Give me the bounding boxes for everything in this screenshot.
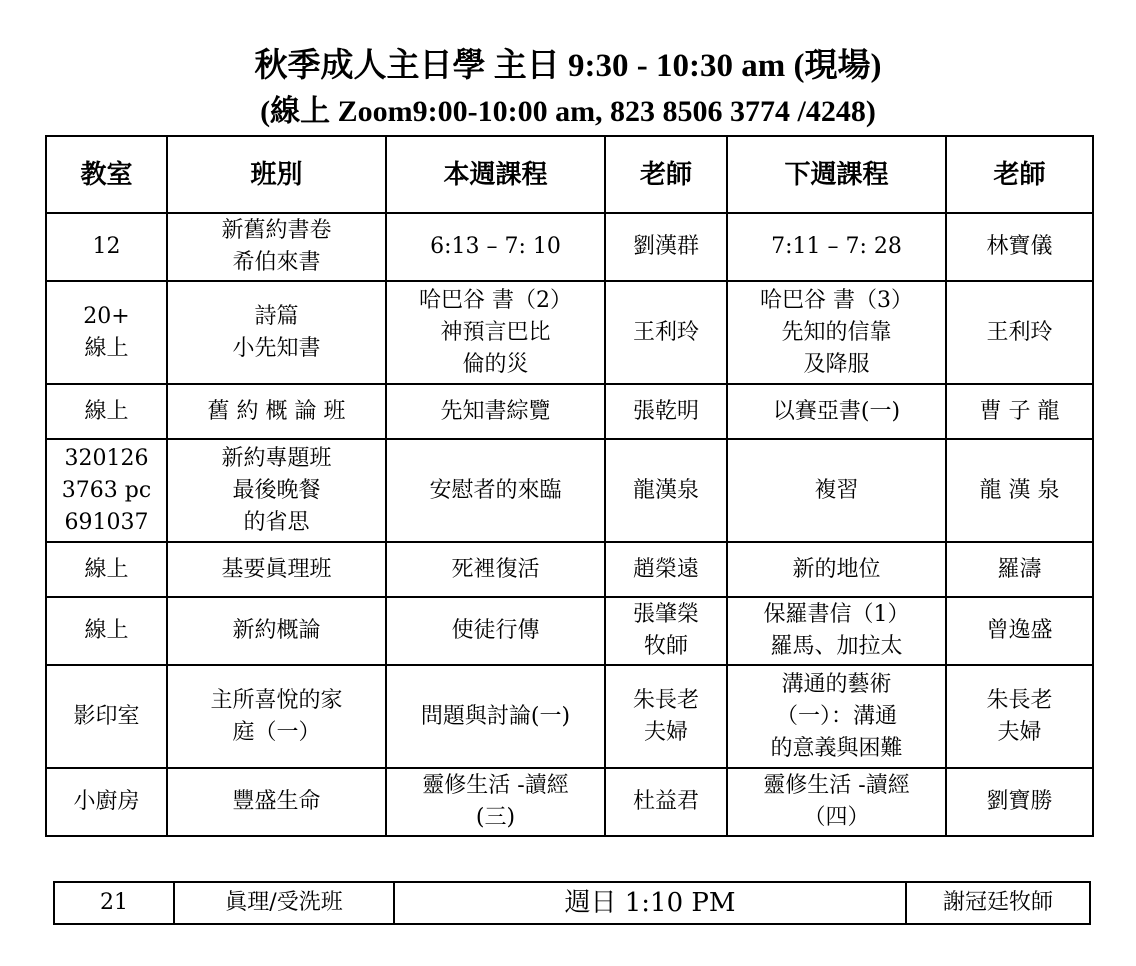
next-week-cell (727, 665, 946, 768)
cell-line: 杜益君 (632, 789, 699, 814)
class-cell (167, 384, 386, 439)
cell-line: 線上 (84, 335, 129, 361)
cell-line: 神預言巴比 (440, 319, 551, 345)
cell-line: 林寶儀 (986, 234, 1053, 259)
next-teacher-cell (946, 384, 1093, 439)
class-cell (167, 439, 386, 542)
next-teacher-cell (946, 439, 1093, 542)
cell-line: 使徒行傳 (451, 618, 540, 643)
cell-line: 豐盛生命 (232, 789, 321, 814)
cell-line: 劉漢群 (632, 234, 699, 259)
cell-line: 曹 子 龍 (979, 398, 1060, 424)
cell-line: 溝通的藝術 (781, 671, 892, 697)
page-subtitle: (線上 Zoom9:00-10:00 am, 823 8506 3774 /4248) (260, 95, 876, 128)
class-cell (167, 597, 386, 665)
room-cell (46, 281, 167, 384)
next-week-cell (727, 213, 946, 281)
cell-line: 線上 (84, 618, 129, 643)
cell-line: 先知書綜覽 (440, 398, 551, 424)
cell-line: 先知的信靠 (781, 319, 892, 345)
teacher-cell (605, 542, 727, 597)
footer-time: 週日 1:10 PM (394, 882, 906, 924)
schedule-table (45, 135, 1094, 837)
cell-line: 舊 約 概 論 班 (207, 398, 346, 424)
cell-line: 哈巴谷 書（3） (760, 287, 913, 313)
this-week-cell (386, 439, 605, 542)
header-teacher-next: 老師 (946, 136, 1093, 213)
cell-line: 張肇榮 (632, 602, 699, 627)
next-teacher-cell (946, 281, 1093, 384)
table-row (46, 542, 1093, 597)
cell-line: 牧師 (643, 634, 688, 659)
table-row (46, 213, 1093, 281)
cell-line: 靈修生活 -讀經 (763, 773, 910, 798)
cell-line: 新的地位 (792, 556, 881, 582)
cell-line: 羅馬、加拉太 (770, 634, 903, 659)
this-week-cell (386, 213, 605, 281)
header-class: 班別 (167, 136, 386, 213)
baptism-class-table (53, 881, 1091, 925)
cell-line: 龍 漢 泉 (979, 477, 1060, 503)
table-row (46, 384, 1093, 439)
cell-line: 夫婦 (997, 719, 1042, 745)
table-row (46, 439, 1093, 542)
next-teacher-cell (946, 542, 1093, 597)
cell-line: 安慰者的來臨 (429, 477, 562, 503)
this-week-cell (386, 281, 605, 384)
next-week-cell (727, 542, 946, 597)
cell-line: 20+ (83, 303, 130, 329)
cell-line: 基要眞理班 (221, 556, 332, 582)
cell-line: 死裡復活 (451, 556, 540, 582)
room-cell (46, 597, 167, 665)
cell-line: 趙榮遠 (632, 556, 699, 582)
header-room: 教室 (46, 136, 167, 213)
class-cell (167, 213, 386, 281)
header-this-week: 本週課程 (386, 136, 605, 213)
room-cell (46, 384, 167, 439)
cell-line: 691037 (64, 509, 149, 535)
cell-line: 最後晚餐 (232, 477, 321, 503)
teacher-cell (605, 439, 727, 542)
cell-line: 小廚房 (73, 789, 140, 814)
room-cell (46, 768, 167, 836)
next-teacher-cell (946, 597, 1093, 665)
teacher-cell (605, 768, 727, 836)
cell-line: 以賽亞書(一) (772, 398, 901, 424)
cell-line: 夫婦 (643, 719, 688, 745)
this-week-cell (386, 768, 605, 836)
cell-line: 12 (92, 234, 121, 259)
next-week-cell (727, 384, 946, 439)
cell-line: 6:13 – 7: 10 (430, 234, 561, 259)
next-teacher-cell (946, 768, 1093, 836)
cell-line: 3763 pc (61, 477, 152, 503)
table-row (46, 281, 1093, 384)
class-cell (167, 665, 386, 768)
this-week-cell (386, 384, 605, 439)
teacher-cell (605, 384, 727, 439)
next-week-cell (727, 768, 946, 836)
cell-line: 及降服 (803, 351, 870, 377)
next-week-cell (727, 597, 946, 665)
footer-class: 眞理/受洗班 (174, 882, 394, 924)
class-cell (167, 542, 386, 597)
class-cell (167, 281, 386, 384)
cell-line: 龍漢泉 (632, 477, 699, 503)
cell-line: 詩篇 (254, 303, 299, 329)
room-cell (46, 439, 167, 542)
cell-line: 新約概論 (232, 618, 321, 643)
teacher-cell (605, 281, 727, 384)
room-cell (46, 542, 167, 597)
this-week-cell (386, 542, 605, 597)
next-teacher-cell (946, 665, 1093, 768)
cell-line: 的意義與困難 (770, 735, 903, 761)
table-row (46, 597, 1093, 665)
cell-line: 靈修生活 -讀經 (422, 773, 569, 798)
cell-line: 新約專題班 (221, 445, 332, 471)
cell-line: 複習 (814, 477, 859, 503)
cell-line: 曾逸盛 (986, 618, 1053, 643)
cell-line: 王利玲 (986, 319, 1053, 345)
cell-line: （四） (803, 805, 870, 830)
cell-line: 線上 (84, 398, 129, 424)
cell-line: 張乾明 (632, 398, 699, 424)
next-week-cell (727, 281, 946, 384)
cell-line: 影印室 (73, 703, 140, 729)
teacher-cell (605, 597, 727, 665)
cell-line: 朱長老 (986, 687, 1053, 713)
cell-line: 保羅書信（1） (763, 602, 910, 627)
cell-line: (三) (475, 805, 516, 830)
cell-line: 新舊約書卷 (221, 218, 332, 243)
footer-room: 21 (54, 882, 174, 924)
room-cell (46, 665, 167, 768)
cell-line: 羅濤 (997, 556, 1042, 582)
cell-line: 劉寶勝 (986, 789, 1053, 814)
this-week-cell (386, 665, 605, 768)
cell-line: 朱長老 (632, 687, 699, 713)
cell-line: 320126 (64, 445, 149, 471)
cell-line: 庭（一） (232, 719, 321, 745)
cell-line: 線上 (84, 556, 129, 582)
cell-line: 哈巴谷 書（2） (419, 287, 572, 313)
header-next-week: 下週課程 (727, 136, 946, 213)
header-row (46, 136, 1093, 213)
cell-line: 問題與討論(一) (420, 703, 571, 729)
cell-line: 的省思 (243, 509, 310, 535)
page-title: 秋季成人主日學 主日 9:30 - 10:30 am (現場) (254, 48, 882, 84)
cell-line: 希伯來書 (232, 250, 321, 275)
cell-line: 7:11 – 7: 28 (771, 234, 902, 259)
room-cell (46, 213, 167, 281)
table-row (46, 665, 1093, 768)
cell-line: 王利玲 (632, 319, 699, 345)
cell-line: 倫的災 (462, 351, 529, 377)
cell-line: 主所喜悅的家 (210, 687, 343, 713)
teacher-cell (605, 665, 727, 768)
table-row (46, 768, 1093, 836)
table-row (54, 882, 1090, 924)
next-teacher-cell (946, 213, 1093, 281)
next-week-cell (727, 439, 946, 542)
header-teacher: 老師 (605, 136, 727, 213)
cell-line: 小先知書 (232, 335, 321, 361)
cell-line: （一）：溝通 (775, 703, 897, 729)
footer-teacher: 謝冠廷牧師 (906, 882, 1090, 924)
teacher-cell (605, 213, 727, 281)
this-week-cell (386, 597, 605, 665)
class-cell (167, 768, 386, 836)
